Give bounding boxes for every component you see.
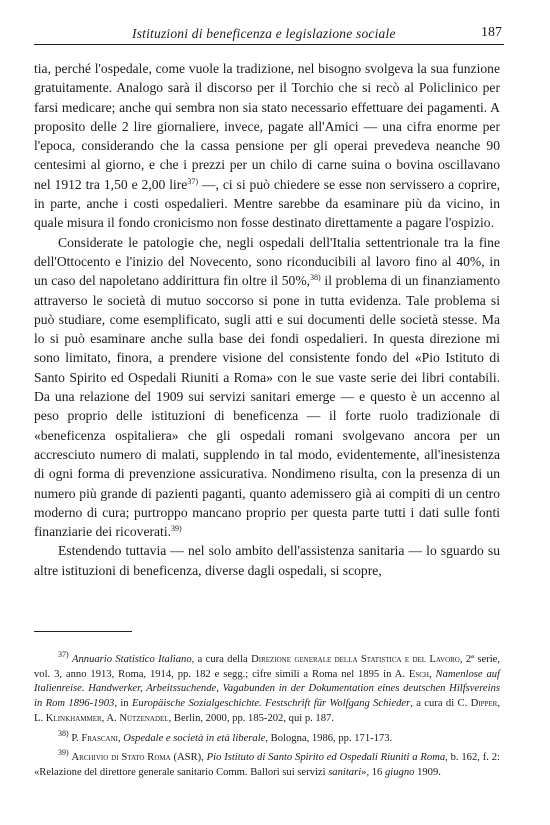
footnote-37-text: , 2ª serie, vol. 3, anno 1913, Roma, 1914, pp. 182 e segg.; cifre simili a Roma nel 1895 in A. [34,654,501,680]
footnote-39-text: 1909. [414,766,441,778]
footnote-37-editor-name: Dipper [470,698,498,710]
footnotes [34,650,501,786]
footnote-39-number: 39) [58,748,69,758]
footnote-37-number: 37) [58,650,69,659]
footnote-38-author: Frascani [81,732,118,744]
footnote-39 [34,748,500,780]
footnote-37-volume-title: Europäische Sozialgeschichte. Festschrift für Wolfgang Schieder [131,698,411,710]
paragraph-3-text: Estendendo tuttavia — nel solo ambito dell'assistenza sanitaria — lo sguardo su altre istituzioni di beneficenza, diverse dagli ospedali, si scopre, [34,543,500,578]
body-text [34,59,500,580]
footnote-38-text: , Bologna, 1986, pp. 171-173. [265,732,393,744]
footnote-39-text: , b. 162, f. 2: «Relazione del direttore generale sanitario Comm. Ballori sui servizi [34,752,500,778]
footnote-37-editor-name: Klinkhammer [45,712,102,724]
footnote-37-editor-name: Nützenadel [119,712,169,724]
footnote-37-text: , a cura di C. [410,698,471,710]
footnote-37-title: Annuario Statistico Italiano [72,654,192,665]
footnote-37-text: , L. [34,698,500,724]
footnote-37-editor: Direzione generale della Statistica e del Lavoro [251,654,460,665]
footnote-39-text-italic: giugno [385,766,415,778]
footnote-38 [34,728,500,747]
footnote-37-author: Esch [408,668,429,680]
footnote-37 [34,650,501,727]
footnote-38-text: P. [71,732,82,744]
footnote-37-text: , A. [101,712,120,724]
footnote-37-work-title: Namenlose auf Italienreise. Handwerker, Arbeitssuchende, Vagabunden in der Dokumentation eines deutschen Hilfsvereins in Rom 1896-1903 [34,668,501,710]
footnote-rule [34,631,132,632]
footnote-38-number: 38) [58,728,69,738]
page-number: 187 [481,25,502,40]
note-ref-37[interactable]: 37) [187,176,199,186]
paragraph-2-continuation: il problema di un finanziamento attraverso le società di mutuo soccorso si pone in tutta evidenza. Tale problema si può studiare, come esemplificato, sugli atti e sui documenti delle società stesse. Ma lo si può esaminare anche sulla base dei fondi ospedalieri. In questa direzione mi sono limitato, finora, a prendere visione del consistente fondo del «Pio Istituto di Santo Spirito ed Ospedali Riuniti a Roma» con le sue vaste serie dei libri contabili. Da una relazione del 1909 sui servizi sanitari emerge — e questo è un accenno al peso proprio delle istituzioni di beneficenza — il forte ruolo tradizionale di «beneficenza ospitaliera» che gli ospedali romani svolgevano ancora per un accresciuto numero di malati, supplendo in tal modo, evidentemente, all'inesistenza di ogni forma di prevenzione assicurativa. Nondimeno risulta, con la presenza di un numero più grande di pazienti paganti, quanto ademissero già ai compiti di un centro moderno di cura; purtroppo mancano proprio per questa parte tutti i dati sulle fonti finanziarie dei ricoverati. [34,273,500,540]
header-rule [34,44,504,45]
footnote-37-text: , Berlin, 2000, pp. 185-202, qui p. 187. [168,712,334,724]
footnote-38-work-title: Ospedale e società in età liberale [123,732,266,744]
footnote-39-fund-title: Pio Istituto di Santo Spirito ed Ospedali Riuniti a Roma [206,752,446,764]
paragraph-2-text: Considerate le patologie che, negli ospedali dell'Italia settentrionale tra la fine dell'Ottocento e l'inizio del Novecento, sono riconducibili al lavoro fino al 40%, in un caso del napoletano addirittura fin oltre il 50%, [34,234,500,289]
footnote-39-archive: Archivio di Stato Roma (ASR) [71,752,202,764]
paragraph-1-text: tia, perché l'ospedale, come vuole la tradizione, nel bisogno svolgeva la sua funzione gratuitamente. Analogo sarà il discorso per il Torchio che si recò al Policlinico per farsi medicare; anche qui sembra non sia stato necessario effettuare dei pagamenti. A proposito delle 2 lire giornaliere, invece, pagate all'Amici — una cifra enorme per l'epoca, considerando che la cassa pensione per gli operai prevedeva neanche 90 centesimi al giorno, e che i prezzi per un chilo di carne suina o bovina oscillavano nel 1912 tra 1,50 e 2,00 lire [34,61,500,192]
paragraph-1-continuation: —, ci si può chiedere se esse non servissero a coprire, in parte, anche i costi ospedalieri. Mentre sarebbe da esaminare più da vicino, in quale misura il fondo cronicismo non fosse destinato direttamente a pagare l'ospizio. [34,176,500,231]
paragraph-1 [34,59,500,233]
paragraph-2 [34,233,500,542]
note-ref-39[interactable]: 39) [171,524,182,534]
footnote-39-text: », 16 [361,766,385,778]
footnote-38-text: , [117,732,124,744]
footnote-37-text: , [428,668,436,680]
footnote-37-text: , in [114,698,132,710]
running-title: Istituzioni di beneficenza e legislazione sociale [132,26,396,41]
footnote-39-text: , [201,752,207,764]
footnote-37-text: , a cura della [191,654,252,665]
note-ref-38[interactable]: 38) [310,273,321,283]
paragraph-3 [34,541,500,580]
footnote-39-text-italic: sanitari [328,766,362,778]
running-header [34,24,506,44]
